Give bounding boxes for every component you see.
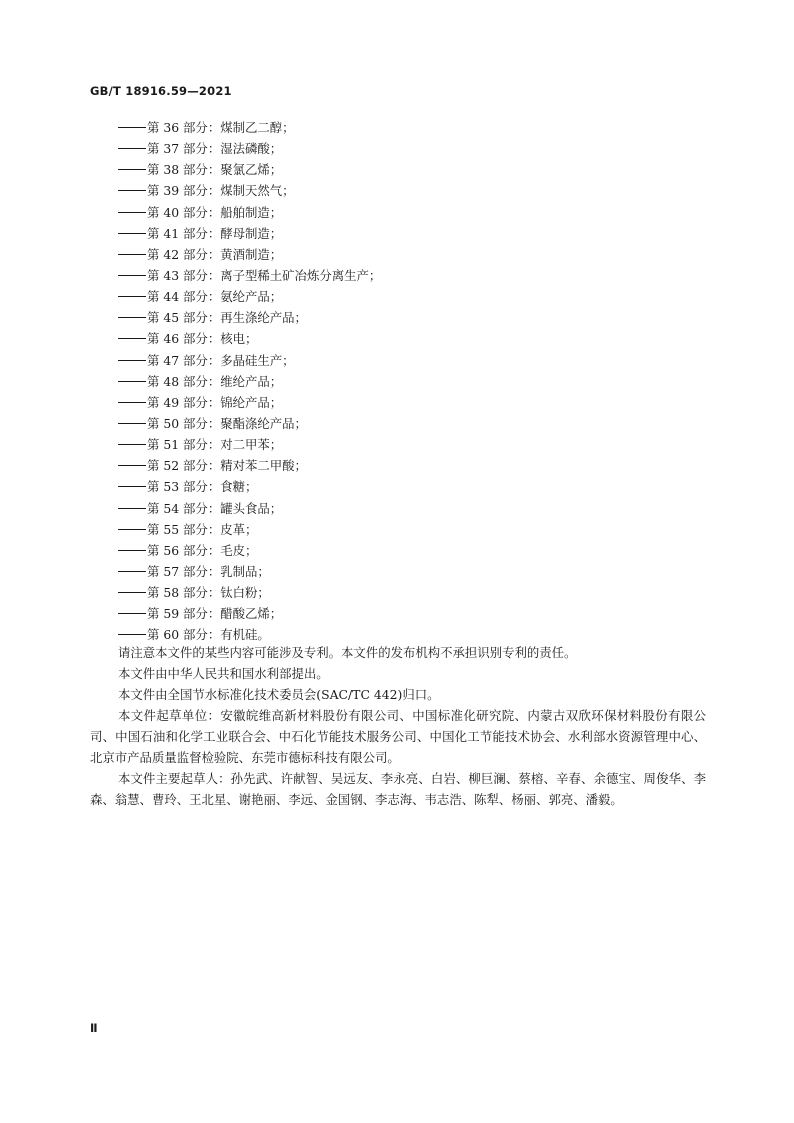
- part-number: 第 48 部分：: [147, 373, 221, 389]
- part-number: 第 57 部分：: [147, 563, 221, 579]
- part-title: 湿法磷酸；: [220, 141, 283, 157]
- part-title: 食糖；: [220, 479, 258, 495]
- part-title: 煤制天然气；: [220, 183, 295, 199]
- em-dash-rule: [118, 190, 146, 191]
- part-title: 毛皮；: [220, 542, 258, 558]
- part-list-item: [118, 561, 381, 582]
- part-title: 氨纶产品；: [220, 289, 283, 305]
- part-list-item: [118, 603, 381, 624]
- part-list-item: [118, 159, 381, 180]
- part-title: 醋酸乙烯；: [220, 606, 283, 622]
- em-dash-rule: [118, 571, 146, 572]
- part-number: 第 49 部分：: [147, 394, 221, 410]
- part-title: 钛白粉；: [220, 585, 270, 601]
- part-list-item: [118, 180, 381, 201]
- part-number: 第 42 部分：: [147, 246, 221, 262]
- part-title: 精对苯二甲酸；: [220, 458, 307, 474]
- part-list-item: [118, 307, 381, 328]
- part-list-item: [118, 138, 381, 159]
- em-dash-rule: [118, 381, 146, 382]
- part-title: 离子型稀土矿冶炼分离生产；: [220, 267, 382, 283]
- em-dash-rule: [118, 275, 146, 276]
- part-list-item: [118, 371, 381, 392]
- part-list-item: [118, 582, 381, 603]
- part-number: 第 50 部分：: [147, 415, 221, 431]
- part-list-item: [118, 286, 381, 307]
- part-number: 第 59 部分：: [147, 606, 221, 622]
- em-dash-rule: [118, 338, 146, 339]
- em-dash-rule: [118, 148, 146, 149]
- part-number: 第 53 部分：: [147, 479, 221, 495]
- part-number: 第 36 部分：: [147, 120, 221, 135]
- part-list-item: [118, 328, 381, 349]
- part-title: 锦纶产品；: [220, 394, 283, 410]
- em-dash-rule: [118, 529, 146, 530]
- part-title: 维纶产品；: [220, 373, 283, 389]
- part-list-item: [118, 265, 381, 286]
- em-dash-rule: [118, 212, 146, 213]
- part-title: 有机硅。: [220, 627, 270, 643]
- part-list-item: [118, 202, 381, 223]
- em-dash-rule: [118, 423, 146, 424]
- foreword-paragraph: 本文件起草单位：安徽皖维高新材料股份有限公司、中国标准化研究院、内蒙古双欣环保材料股份有限公司、中国石油和化学工业联合会、中石化节能技术服务公司、中国化工节能技术协会、水利部水资源管理中心、北京市产品质量监督检验院、东莞市德标科技有限公司。: [90, 708, 706, 765]
- foreword-paragraphs: [90, 642, 706, 810]
- part-number: 第 58 部分：: [147, 585, 221, 601]
- part-list-item: [118, 117, 381, 138]
- part-list-item: [118, 498, 381, 519]
- part-list-item: [118, 540, 381, 561]
- part-number: 第 39 部分：: [147, 183, 221, 199]
- part-list-item: [118, 413, 381, 434]
- part-title: 多晶硅生产；: [220, 352, 295, 368]
- part-title: 再生涤纶产品；: [220, 310, 307, 326]
- part-list-item: [118, 434, 381, 455]
- part-title: 皮革；: [220, 521, 258, 537]
- part-title: 船舶制造；: [220, 204, 283, 220]
- part-title: 聚氯乙烯；: [220, 162, 283, 178]
- part-title: 煤制乙二醇；: [220, 120, 295, 135]
- em-dash-rule: [118, 465, 146, 466]
- part-list-item: [118, 392, 381, 413]
- em-dash-rule: [118, 592, 146, 593]
- em-dash-rule: [118, 550, 146, 551]
- part-number: 第 43 部分：: [147, 267, 221, 283]
- em-dash-rule: [118, 508, 146, 509]
- foreword-paragraph: 本文件由全国节水标准化技术委员会(SAC/TC 442)归口。: [118, 687, 440, 702]
- part-title: 酵母制造；: [220, 225, 283, 241]
- em-dash-rule: [118, 486, 146, 487]
- part-title: 对二甲苯；: [220, 437, 283, 453]
- part-number: 第 52 部分：: [147, 458, 221, 474]
- part-number: 第 44 部分：: [147, 289, 221, 305]
- standard-code-header: GB/T 18916.59—2021: [90, 84, 232, 98]
- em-dash-rule: [118, 634, 146, 635]
- em-dash-rule: [118, 127, 146, 128]
- part-number: 第 40 部分：: [147, 204, 221, 220]
- em-dash-rule: [118, 296, 146, 297]
- part-title: 黄酒制造；: [220, 246, 283, 262]
- part-list-item: [118, 350, 381, 371]
- part-title: 罐头食品；: [220, 500, 283, 516]
- part-list-item: [118, 223, 381, 244]
- part-number: 第 60 部分：: [147, 627, 221, 643]
- foreword-paragraph: 本文件由中华人民共和国水利部提出。: [118, 666, 329, 681]
- foreword-paragraph: 请注意本文件的某些内容可能涉及专利。本文件的发布机构不承担识别专利的责任。: [118, 645, 577, 660]
- part-list-item: [118, 455, 381, 476]
- part-number: 第 45 部分：: [147, 310, 221, 326]
- part-number: 第 46 部分：: [147, 331, 221, 347]
- em-dash-rule: [118, 402, 146, 403]
- part-list-item: [118, 476, 381, 497]
- part-number: 第 47 部分：: [147, 352, 221, 368]
- em-dash-rule: [118, 233, 146, 234]
- foreword-paragraph: 本文件主要起草人：孙先武、许献智、吴远友、李永亮、白岩、柳巨澜、蔡榕、辛春、余德宝、周俊华、李森、翁慧、曹玲、王北星、谢艳丽、李远、金国钢、李志海、韦志浩、陈犁、杨丽、郭亮、潘毅。: [90, 771, 706, 807]
- part-title: 聚酯涤纶产品；: [220, 415, 307, 431]
- part-number: 第 38 部分：: [147, 162, 221, 178]
- em-dash-rule: [118, 360, 146, 361]
- em-dash-rule: [118, 169, 146, 170]
- part-list-item: [118, 519, 381, 540]
- em-dash-rule: [118, 317, 146, 318]
- em-dash-rule: [118, 444, 146, 445]
- part-number: 第 54 部分：: [147, 500, 221, 516]
- em-dash-rule: [118, 254, 146, 255]
- part-list-item: [118, 244, 381, 265]
- page-number: Ⅱ: [90, 1021, 98, 1035]
- part-number: 第 56 部分：: [147, 542, 221, 558]
- part-number: 第 51 部分：: [147, 437, 221, 453]
- part-number: 第 55 部分：: [147, 521, 221, 537]
- part-title: 核电；: [220, 331, 258, 347]
- part-number: 第 41 部分：: [147, 225, 221, 241]
- parts-list: [118, 117, 381, 646]
- em-dash-rule: [118, 613, 146, 614]
- part-title: 乳制品；: [220, 563, 270, 579]
- part-number: 第 37 部分：: [147, 141, 221, 157]
